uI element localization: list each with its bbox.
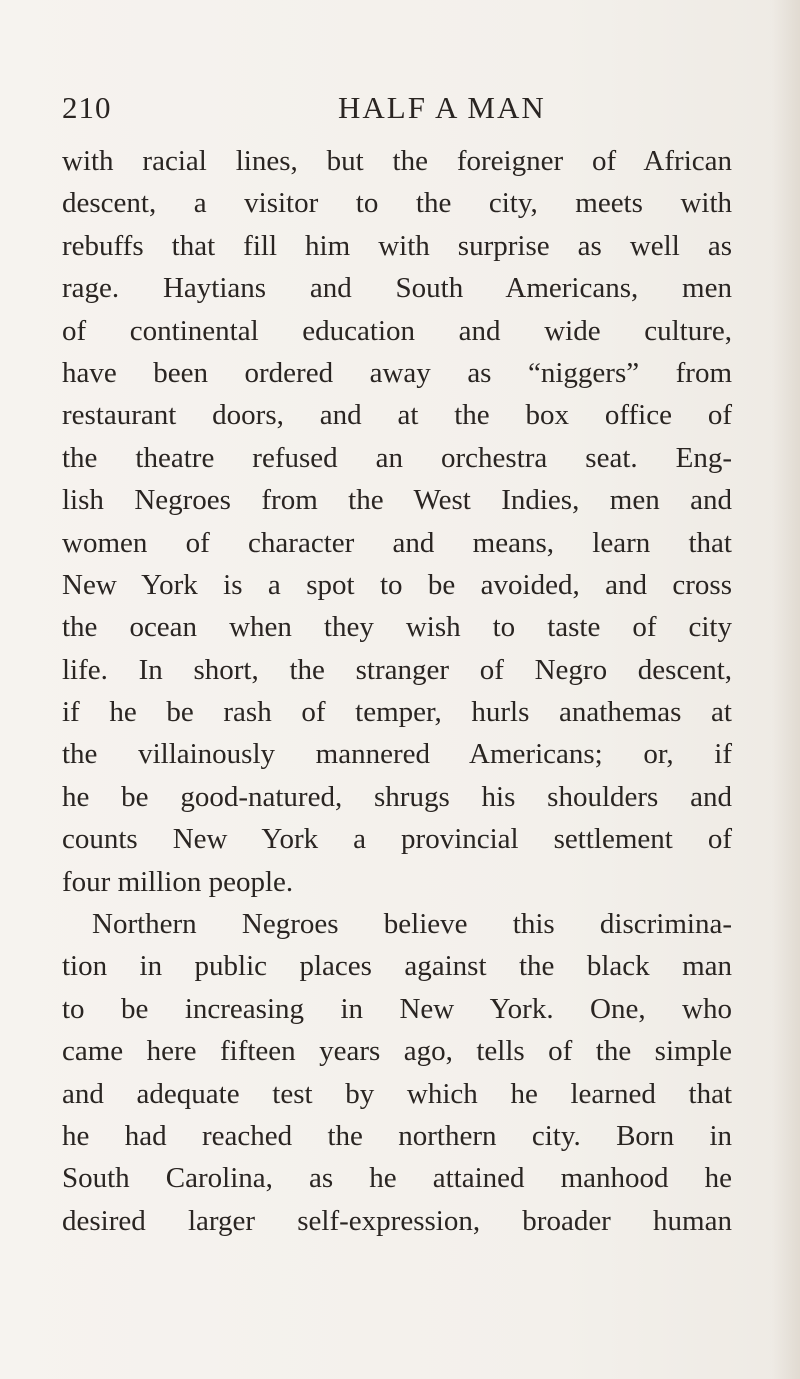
paragraph-first-line: Northern Negroes believe this discrimina- bbox=[92, 908, 732, 941]
text-line: restaurant doors, and at the box office of bbox=[62, 399, 732, 432]
text-line: the theatre refused an orchestra seat. Eng- bbox=[62, 441, 732, 474]
page-number: 210 bbox=[62, 90, 112, 125]
text-line: and adequate test by which he learned that bbox=[62, 1077, 732, 1110]
text-line: came here fifteen years ago, tells of the simple bbox=[62, 1035, 732, 1068]
text-line: to be increasing in New York. One, who bbox=[62, 992, 732, 1025]
paragraph-last-line: four million people. bbox=[62, 865, 294, 898]
text-line: desired larger self-expression, broader human bbox=[62, 1204, 732, 1237]
text-line: rebuffs that fill him with surprise as well as bbox=[62, 229, 732, 262]
text-line: with racial lines, but the foreigner of African bbox=[62, 145, 732, 177]
text-line: he had reached the northern city. Born in bbox=[62, 1119, 732, 1152]
text-line: counts New York a provincial settlement of bbox=[62, 823, 732, 856]
text-line: rage. Haytians and South Americans, men bbox=[62, 272, 732, 305]
body-text bbox=[62, 140, 732, 1242]
text-line: of continental education and wide culture, bbox=[62, 314, 732, 347]
text-line: life. In short, the stranger of Negro descent, bbox=[62, 653, 732, 686]
text-line: the villainously mannered Americans; or, if bbox=[62, 738, 732, 771]
text-line: New York is a spot to be avoided, and cross bbox=[62, 568, 732, 601]
text-line: lish Negroes from the West Indies, men and bbox=[62, 484, 732, 517]
text-line: if he be rash of temper, hurls anathemas at bbox=[62, 696, 732, 729]
running-head: HALF A MAN bbox=[338, 90, 546, 125]
page-edge-shadow bbox=[772, 0, 800, 1379]
text-line: he be good-natured, shrugs his shoulders and bbox=[62, 780, 732, 813]
text-line: descent, a visitor to the city, meets with bbox=[62, 187, 732, 220]
text-line: the ocean when they wish to taste of city bbox=[62, 611, 732, 644]
text-line: have been ordered away as “niggers” from bbox=[62, 356, 732, 389]
text-line: women of character and means, learn that bbox=[62, 526, 732, 559]
text-line: tion in public places against the black man bbox=[62, 950, 732, 983]
page-header bbox=[40, 90, 760, 140]
text-line: South Carolina, as he attained manhood he bbox=[62, 1162, 732, 1195]
